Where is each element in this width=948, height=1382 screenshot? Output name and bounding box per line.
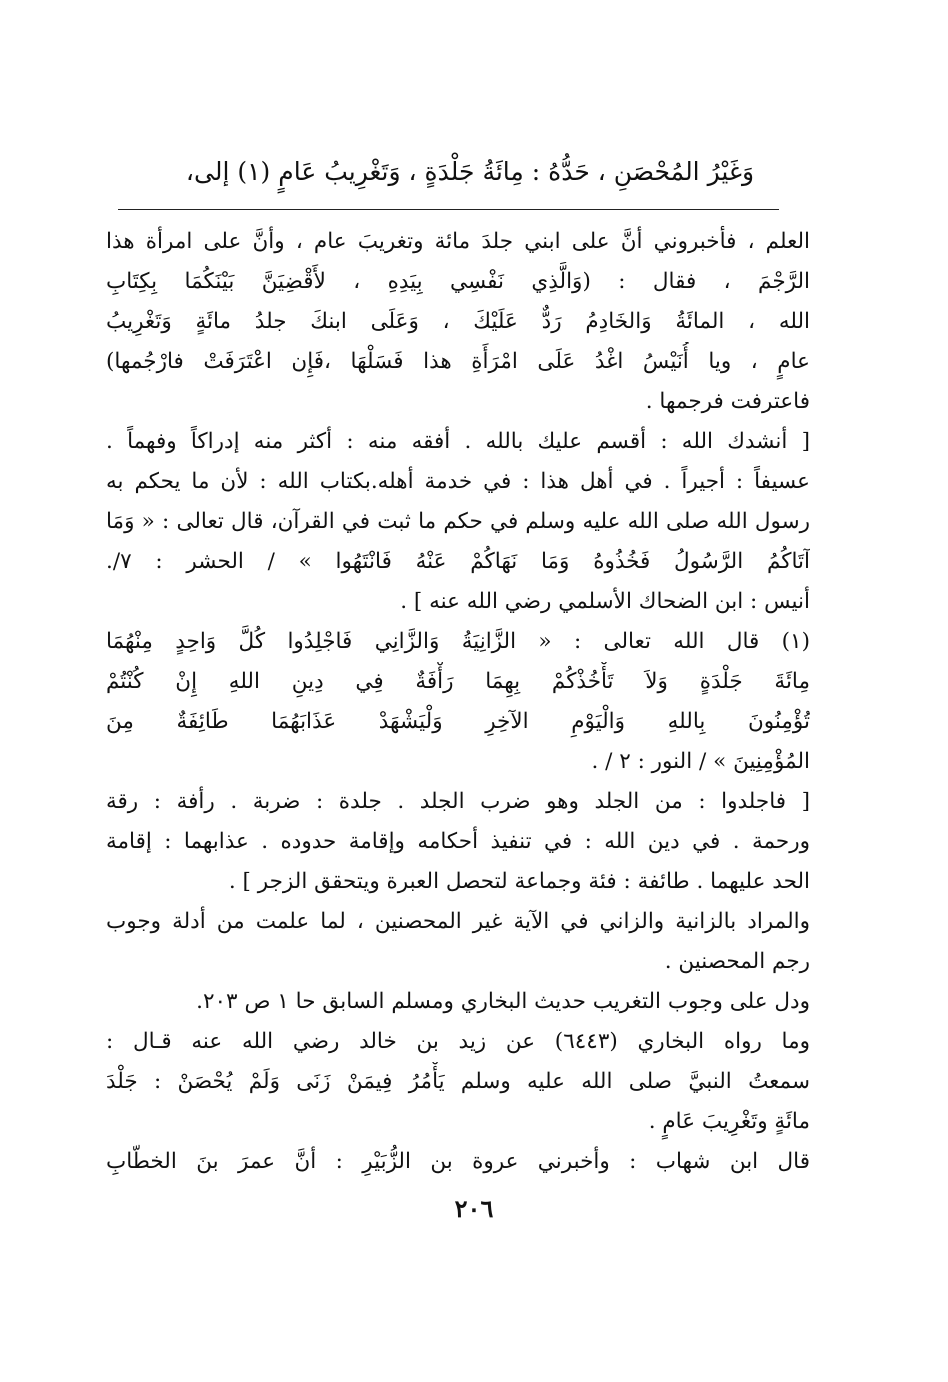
main-text: وَغَيْرُ المُحْصَنِ ، حَدُّهُ : مِائَةُ جَلْدَةٍ ، وَتَغْرِيبُ عَامٍ (١) إلى، xyxy=(185,157,755,186)
footnote-line: رجم المحصنين . xyxy=(664,949,810,974)
footnote-line: الرَّجْمَ ، فقال : (وَالَّذِي نَفْسِي بِيَدِهِ ، لأَقْضِيَنَّ بَيْنَكُمَا بِكِتَابِ xyxy=(106,269,810,294)
footnote-line: ودل على وجوب التغريب حديث البخاري ومسلم السابق حا ١ ص ٢٠٣. xyxy=(196,989,810,1014)
footnote-line: مِائَةَ جَلْدَةٍ وَلاَ تَأْخُذْكُمْ بِهِمَا رَأْفَةٌ فِي دِينِ اللهِ إِنْ كُنْتُمْ xyxy=(106,669,810,694)
footnote-separator xyxy=(118,209,779,210)
page-number: ٢٠٦ xyxy=(454,1194,494,1223)
footnote-line: رسول الله صلى الله عليه وسلم في حكم ما ثبت في القرآن، قال تعالى : « وَمَا xyxy=(106,509,810,534)
footnote-line: قال ابن شهاب : وأخبرني عروة بن الزُّبَيْرِ : أنَّ عمرَ بنَ الخطّابِ xyxy=(106,1149,810,1174)
footnote-line: المُؤْمِنِينَ » / النور : ٢ / . xyxy=(591,749,810,774)
footnote-line: [ فاجلدوا : من الجلد وهو ضرب الجلد . جلدة : ضربة . رأفة : رقة xyxy=(106,789,810,814)
footnote-line: ورحمة . في دين الله : في تنفيذ أحكامه وإقامة حدوده . عذابهما : إقامة xyxy=(106,829,810,854)
footnote-line: فاعترفت فرجمها . xyxy=(645,389,810,414)
footnote-line: العلم ، فأخبروني أنَّ على ابني جلدَ مائة وتغريبَ عام ، وأنَّ على امرأة هذا xyxy=(106,229,810,254)
footnote-line: تُؤْمِنُونَ بِاللهِ وَالْيَوْمِ الآخِرِ وَلْيَشْهَدْ عَذَابَهُمَا طَائِفَةٌ مِنَ xyxy=(106,709,810,734)
footnote-line: الله ، المائَةُ وَالخَادِمُ رَدٌّ عَلَيْكَ ، وَعَلَى ابنكَ جلدُ مائَةٍ وَتَغْرِيبُ xyxy=(106,309,810,334)
footnote-line: (١) قال الله تعالى : « الزَّانِيَةُ وَالزَّانِي فَاجْلِدُوا كُلَّ وَاحِدٍ مِنْهُمَا xyxy=(106,629,810,654)
footnote-line: مائَةٍ وتَغْرِيبَ عَامٍ . xyxy=(648,1109,810,1134)
footnote-line: آتَاكُمُ الرَّسُولُ فَخُذُوهُ وَمَا نَهَاكُمْ عَنْهُ فَانْتَهُوا » / الحشر : ٧/. xyxy=(106,549,810,574)
footnote-line: أنيس : ابن الضحاك الأسلمي رضي الله عنه ] . xyxy=(400,589,810,614)
footnote-line: [ أنشدك الله : أقسم عليك بالله . أفقه منه : أكثر منه إدراكاً وفهماً . xyxy=(106,429,810,454)
footnote-line: الحد عليهما . طائفة : فئة وجماعة لتحصل العبرة ويتحقق الزجر ] . xyxy=(228,869,810,894)
footnote-line: والمراد بالزانية والزاني في الآية غير المحصنين ، لما علمت من أدلة وجوب xyxy=(106,909,810,934)
footnote-line: عامٍ ، ويا أُنَيْسُ اغْدُ عَلَى امْرَأَةِ هذا فَسَلْهَا ،فَإِن اعْتَرَفَتْ فارْجُمها) xyxy=(106,349,810,374)
footnotes xyxy=(106,222,810,1182)
footnote-line: عسيفاً : أجيراً . في أهل هذا : في خدمة أهله.بكتاب الله : لأن ما يحكم به xyxy=(106,469,810,494)
footnote-line: سمعتُ النبيَّ صلى الله عليه وسلم يَأْمُرُ فِيمَنْ زَنَى وَلَمْ يُحْصَنْ : جَلْدَ xyxy=(106,1069,810,1094)
footnote-line: وما رواه البخاري (٦٤٤٣) عن زيد بن خالد رضي الله عنه قـال : xyxy=(106,1029,810,1054)
